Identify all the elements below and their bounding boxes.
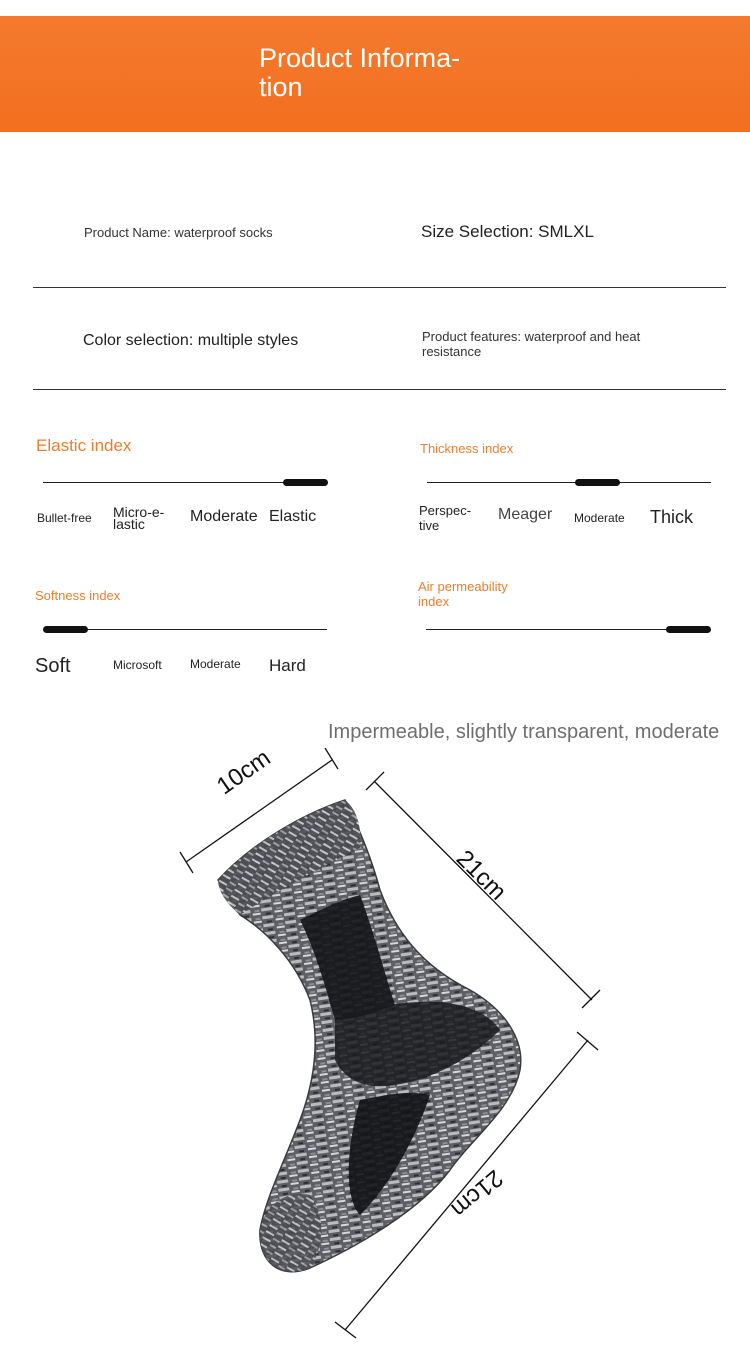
softness-label-1: Soft [35,655,71,677]
elastic-label-2: Micro-e- lastic [113,504,165,532]
properties-note: Impermeable, slightly transparent, moderate [328,721,720,743]
thickness-label-2: Meager [498,506,553,523]
product-name: Product Name: waterproof socks [84,225,273,240]
elastic-label-3: Moderate [190,508,258,525]
elastic-label-1: Bullet-free [37,511,92,525]
divider [33,287,726,288]
product-features: Product features: waterproof and heat resistance [422,329,641,359]
thickness-label-1: Perspec- tive [419,503,472,533]
thickness-index-title: Thickness index [420,441,514,456]
elastic-index-title: Elastic index [36,436,132,455]
dimension-foot-label: 21cm [445,1164,508,1223]
size-selection: Size Selection: SMLXL [421,222,594,241]
elastic-label-4: Elastic [269,508,317,525]
thickness-index-indicator [575,479,620,486]
dimension-top-label: 10cm [212,744,276,801]
thickness-label-4: Thick [650,507,694,527]
banner-title: Product Informa- tion [259,43,461,102]
softness-label-3: Moderate [190,657,241,671]
softness-index-title: Softness index [35,588,121,603]
color-selection: Color selection: multiple styles [83,332,299,349]
air-permeability-index-indicator [666,626,711,633]
softness-label-2: Microsoft [113,658,162,672]
thickness-index-track [427,482,711,483]
dimension-leg-label: 21cm [450,845,512,906]
air-permeability-index-title: Air permeability index [418,579,508,609]
softness-index-indicator [43,626,88,633]
divider [33,389,726,390]
thickness-label-3: Moderate [574,511,625,525]
elastic-index-indicator [283,479,328,486]
softness-label-4: Hard [269,656,306,675]
sock-image [0,740,750,1370]
